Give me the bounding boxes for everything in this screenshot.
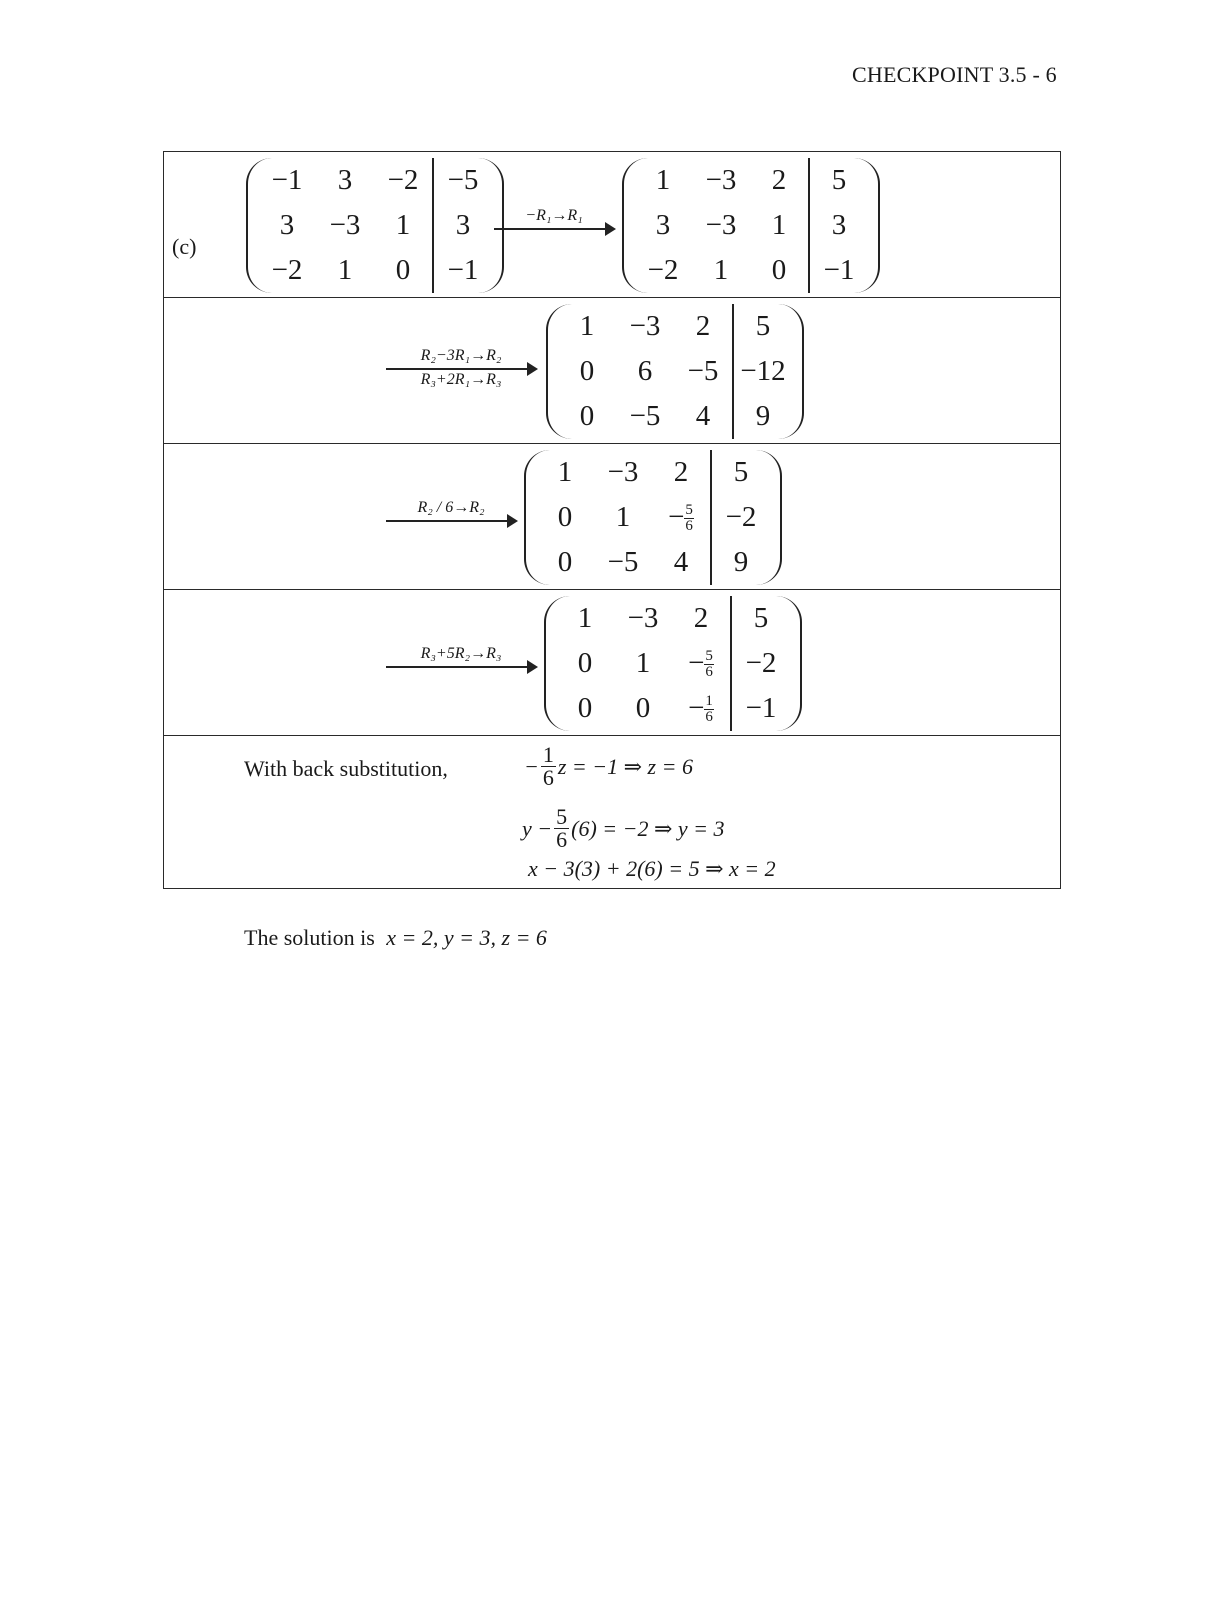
step-row-2 <box>164 298 1061 444</box>
matrix-cell: 0 <box>557 501 573 533</box>
matrix-cell: −5 <box>607 546 639 578</box>
matrix-cell: 0 <box>577 647 593 679</box>
matrix-cell: 4 <box>695 400 711 432</box>
matrix-cell: − $\frac{5}{6}$ <box>688 646 713 681</box>
matrix-cell: 1 <box>337 254 353 286</box>
matrix-cell: −5 <box>432 158 492 203</box>
matrix-cell: −1 <box>432 248 492 293</box>
matrix-cell: −1 <box>808 248 868 293</box>
matrix-cell: −2 <box>387 164 419 196</box>
matrix-cell: −3 <box>629 310 661 342</box>
step-row-1 <box>164 152 1061 298</box>
equation-z: − $\frac{1}{6}$ z = −1 ⇒ z = 6 <box>524 742 693 790</box>
matrix-cell: 0 <box>579 400 595 432</box>
step-row-3 <box>164 444 1061 590</box>
matrix-cell: 1 <box>771 209 787 241</box>
matrix-cell: 1 <box>615 501 631 533</box>
matrix-cell: 1 <box>655 164 671 196</box>
matrix-cell: −3 <box>705 209 737 241</box>
matrix-cell: 0 <box>771 254 787 286</box>
matrix-row <box>536 495 770 540</box>
row-op-arrow-3 <box>386 498 516 522</box>
matrix-cell: −3 <box>705 164 737 196</box>
matrix-cell: 9 <box>732 394 792 439</box>
matrix-cell: 3 <box>337 164 353 196</box>
matrix-cell: −3 <box>607 456 639 488</box>
matrix-row <box>634 248 868 293</box>
matrix-row <box>558 304 792 349</box>
matrix-cell: 2 <box>693 602 709 634</box>
matrix-cell: −5 <box>629 400 661 432</box>
matrix-cell: −5 <box>687 355 719 387</box>
matrix-step-3 <box>524 450 782 585</box>
matrix-original <box>246 158 504 293</box>
matrix-step-1 <box>622 158 880 293</box>
matrix-cell: 5 <box>808 158 868 203</box>
matrix-cell: 5 <box>710 450 770 495</box>
row-op-arrow-1 <box>494 206 614 230</box>
matrix-cell: −2 <box>271 254 303 286</box>
matrix-row <box>258 248 492 293</box>
matrix-cell: 6 <box>637 355 653 387</box>
matrix-row <box>536 540 770 585</box>
part-label: (c) <box>172 234 197 259</box>
matrix-cell: 3 <box>808 203 868 248</box>
matrix-cell: −12 <box>732 349 792 394</box>
solution-table <box>163 151 1061 889</box>
solution-statement <box>244 925 547 951</box>
row-op: R₂−3R₁→R₂ <box>420 347 502 364</box>
row-op-arrow-2 <box>386 346 536 389</box>
back-substitution-row <box>164 736 1061 889</box>
matrix-cell: 0 <box>395 254 411 286</box>
matrix-cell: −1 <box>271 164 303 196</box>
row-op: −R₁→R₁ <box>525 207 583 224</box>
row-op: R₃+2R₁→R₃ <box>420 371 502 388</box>
matrix-cell: 1 <box>557 456 573 488</box>
matrix-row <box>556 686 790 731</box>
matrix-cell: −1 <box>730 686 790 731</box>
matrix-row <box>558 394 792 439</box>
matrix-cell: −2 <box>730 641 790 686</box>
equation-x: x − 3(3) + 2(6) = 5 ⇒ x = 2 <box>528 856 776 881</box>
matrix-cell: 3 <box>655 209 671 241</box>
matrix-cell: −3 <box>627 602 659 634</box>
matrix-cell: 1 <box>713 254 729 286</box>
matrix-row <box>634 203 868 248</box>
matrix-row <box>258 203 492 248</box>
matrix-cell: − $\frac{1}{6}$ <box>688 691 713 726</box>
equation-y: y − $\frac{5}{6}$ (6) = −2 ⇒ y = 3 <box>522 804 725 852</box>
row-op-arrow-4 <box>386 644 536 668</box>
matrix-cell: 3 <box>279 209 295 241</box>
row-op: R₃+5R₂→R₃ <box>420 645 502 662</box>
matrix-cell: 0 <box>579 355 595 387</box>
matrix-cell: 2 <box>673 456 689 488</box>
page-header: CHECKPOINT 3.5 - 6 <box>852 62 1057 87</box>
matrix-cell: 1 <box>395 209 411 241</box>
matrix-cell: 9 <box>710 540 770 585</box>
matrix-cell: 1 <box>577 602 593 634</box>
step-row-4 <box>164 590 1061 736</box>
matrix-cell: 5 <box>732 304 792 349</box>
matrix-cell: 2 <box>771 164 787 196</box>
matrix-cell: 3 <box>432 203 492 248</box>
matrix-row <box>556 596 790 641</box>
matrix-step-2 <box>546 304 804 439</box>
matrix-row <box>556 641 790 686</box>
matrix-cell: −2 <box>647 254 679 286</box>
matrix-step-4 <box>544 596 802 731</box>
matrix-row <box>536 450 770 495</box>
back-substitution-label: With back substitution, <box>244 756 448 781</box>
matrix-cell: 0 <box>577 692 593 724</box>
matrix-cell: 4 <box>673 546 689 578</box>
matrix-row <box>558 349 792 394</box>
matrix-cell: 0 <box>635 692 651 724</box>
matrix-cell: − $\frac{5}{6}$ <box>668 500 693 535</box>
matrix-cell: 1 <box>635 647 651 679</box>
matrix-cell: −2 <box>710 495 770 540</box>
solution-value: x = 2, y = 3, z = 6 <box>386 925 547 950</box>
matrix-cell: 1 <box>579 310 595 342</box>
row-op: R₂ / 6→R₂ <box>417 499 485 516</box>
matrix-cell: 5 <box>730 596 790 641</box>
matrix-cell: −3 <box>329 209 361 241</box>
matrix-cell: 2 <box>695 310 711 342</box>
matrix-row <box>258 158 492 203</box>
solution-prefix: The solution is <box>244 925 375 950</box>
matrix-row <box>634 158 868 203</box>
matrix-cell: 0 <box>557 546 573 578</box>
